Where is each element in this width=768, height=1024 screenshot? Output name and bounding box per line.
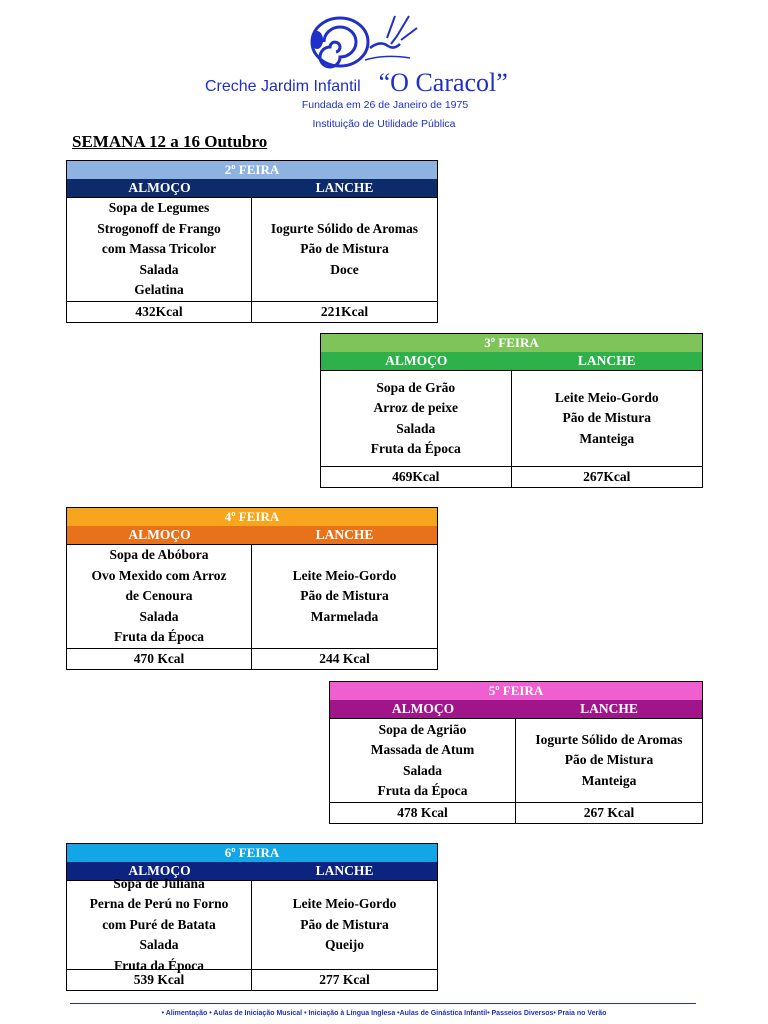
lunch-kcal: 469Kcal <box>321 467 512 487</box>
lunch-items <box>321 371 512 466</box>
snack-kcal: 244 Kcal <box>319 651 370 666</box>
kcal-row <box>67 648 437 669</box>
menu-table-day-4 <box>66 507 438 670</box>
kcal-row <box>330 802 702 823</box>
menu-body <box>321 370 702 466</box>
founded-date: Fundada em 26 de Janeiro de 1975 <box>301 99 469 111</box>
lunch-item: Ovo Mexido com Arroz <box>91 567 227 583</box>
day-header: 6º FEIRA <box>67 844 437 862</box>
menu-body <box>330 718 702 802</box>
snack-item: Leite Meio-Gordo <box>292 567 397 583</box>
lunch-item: Fruta da Época <box>377 783 468 798</box>
lunch-item: Perna de Perú no Forno <box>89 896 229 912</box>
snack-kcal: 267Kcal <box>583 469 631 484</box>
snack-kcal: 277 Kcal <box>319 972 370 987</box>
snack-column-header: LANCHE <box>315 180 374 195</box>
lunch-item: Salada <box>396 420 436 436</box>
menu-table-day-2 <box>66 160 438 323</box>
snack-column-header: LANCHE <box>315 527 374 542</box>
organization-name <box>205 68 585 98</box>
menu-table-day-5 <box>329 681 703 824</box>
lunch-item: com Massa Tricolor <box>101 241 217 257</box>
lunch-item: Strogonoff de Frango <box>97 220 221 236</box>
lunch-item: Arroz de peixe <box>373 400 458 415</box>
menu-body <box>67 544 437 648</box>
snack-items <box>252 198 437 301</box>
kcal-row <box>67 969 437 990</box>
lunch-item: Fruta da Época <box>113 629 204 645</box>
lunch-kcal: 539 Kcal <box>67 970 252 990</box>
lunch-item: Salada <box>402 762 443 778</box>
lunch-item: Sopa de Abóbora <box>109 547 209 563</box>
week-title: SEMANA 12 a 16 Outubro <box>72 132 268 151</box>
column-headers <box>67 526 437 544</box>
day-header: 3º FEIRA <box>321 334 702 352</box>
menu-body <box>67 197 437 301</box>
lunch-column-header: ALMOÇO <box>128 180 191 195</box>
kcal-row <box>67 301 437 322</box>
lunch-kcal: 432Kcal <box>67 302 252 322</box>
snail-logo-icon <box>305 10 425 72</box>
lunch-column-header: ALMOÇO <box>385 353 448 368</box>
snack-item: Manteiga <box>581 772 637 788</box>
snack-item: Pão de Mistura <box>300 916 389 932</box>
column-headers <box>321 352 702 370</box>
snack-item: Iogurte Sólido de Aromas <box>270 220 419 236</box>
day-header: 5º FEIRA <box>330 682 702 700</box>
lunch-items <box>67 545 252 648</box>
snack-item: Manteiga <box>579 430 635 446</box>
document-header <box>0 0 768 135</box>
snack-item: Iogurte Sólido de Aromas <box>535 731 683 747</box>
lunch-item: Salada <box>139 608 179 624</box>
snack-item: Marmelada <box>310 608 379 624</box>
lunch-item: Sopa de Grão <box>376 379 456 395</box>
snack-item: Leite Meio-Gordo <box>554 389 659 405</box>
snack-item: Queijo <box>325 937 364 953</box>
snack-item: Pão de Mistura <box>300 588 389 604</box>
day-header: 2º FEIRA <box>67 161 437 179</box>
lunch-items <box>67 198 252 301</box>
kcal-row <box>321 466 702 487</box>
snack-items <box>516 719 702 802</box>
organization-name-part1: Creche Jardim Infantil <box>205 78 361 95</box>
lunch-items <box>67 875 252 973</box>
menu-body <box>67 875 437 973</box>
snack-item: Pão de Mistura <box>562 410 651 426</box>
snack-kcal: 267 Kcal <box>583 805 635 820</box>
lunch-item: Salada <box>139 261 179 277</box>
menu-table-day-6 <box>66 843 438 991</box>
snack-item: Leite Meio-Gordo <box>292 896 397 912</box>
lunch-item: de Cenoura <box>125 588 193 604</box>
menu-table-day-3 <box>320 333 703 488</box>
column-headers <box>67 179 437 197</box>
snack-column-header: LANCHE <box>580 701 638 716</box>
lunch-item: Sopa de Juliana <box>113 875 205 891</box>
lunch-item: Gelatina <box>134 282 184 298</box>
day-header: 4º FEIRA <box>67 508 437 526</box>
lunch-item: Salada <box>139 937 179 953</box>
lunch-item: Sopa de Agrião <box>378 721 467 737</box>
snack-item: Pão de Mistura <box>564 752 654 768</box>
lunch-items <box>330 719 516 802</box>
lunch-item: Sopa de Legumes <box>108 200 210 216</box>
footer-services: • Alimentação • Aulas de Iniciação Musical • Iniciação à Língua Inglesa •Aulas de Ginástica Infantil• Passeios Diversos• Praia no Verão <box>161 1010 607 1017</box>
lunch-kcal: 470 Kcal <box>67 649 252 669</box>
column-headers <box>330 700 702 718</box>
lunch-column-header: ALMOÇO <box>128 527 191 542</box>
snack-kcal: 221Kcal <box>320 304 369 319</box>
lunch-kcal: 478 Kcal <box>330 803 516 823</box>
institution-status: Instituição de Utilidade Pública <box>312 118 456 130</box>
snack-items <box>252 881 437 969</box>
snack-items <box>512 371 703 466</box>
organization-name-part2: “O Caracol” <box>378 68 508 97</box>
snack-column-header: LANCHE <box>577 353 636 368</box>
snack-item: Doce <box>330 261 359 277</box>
lunch-item: Massada de Atum <box>370 742 475 757</box>
snack-items <box>252 545 437 648</box>
lunch-item: Fruta da Época <box>370 441 461 456</box>
snack-item: Pão de Mistura <box>300 241 389 257</box>
snack-column-header: LANCHE <box>315 863 374 878</box>
lunch-column-header: ALMOÇO <box>391 701 455 716</box>
lunch-item: com Puré de Batata <box>102 916 216 932</box>
footer-divider <box>70 1003 696 1004</box>
lunch-item: Fruta da Época <box>113 957 204 973</box>
lunch-column-header: ALMOÇO <box>128 863 191 878</box>
